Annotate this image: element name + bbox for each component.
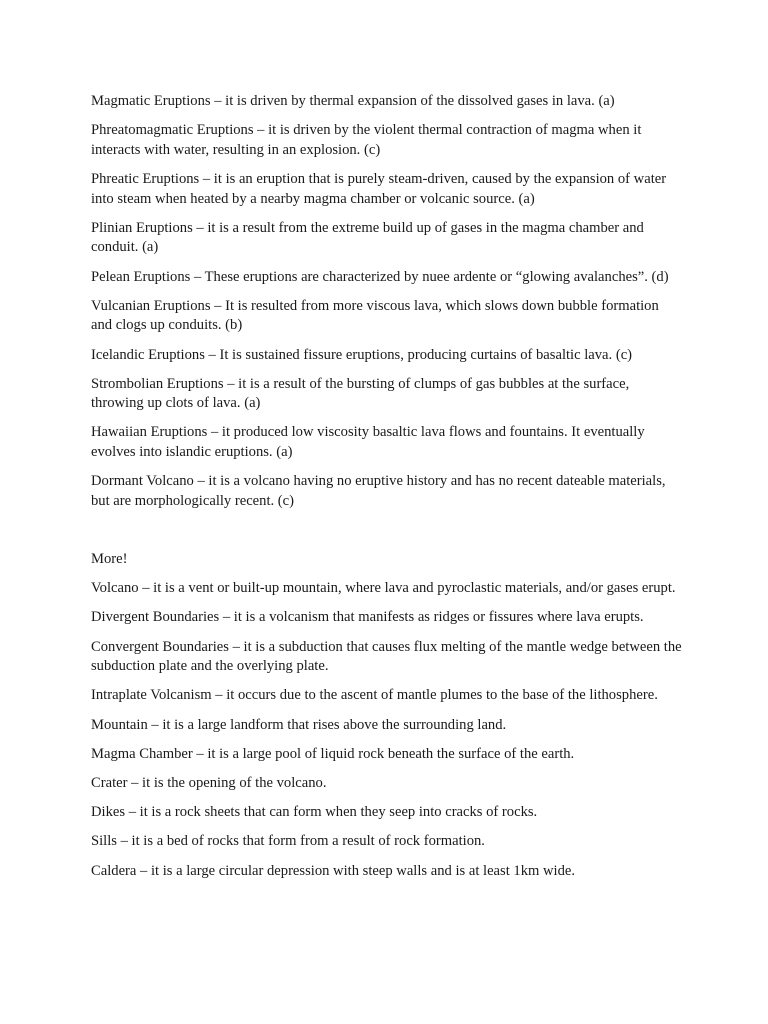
paragraph-intraplate-volcanism: Intraplate Volcanism – it occurs due to the ascent of mantle plumes to the base of the lithosphere. — [91, 687, 658, 704]
paragraph-hawaiian-eruptions: Hawaiian Eruptions – it produced low viscosity basaltic lava flows and fountains. It eventually evolves into islandic eruptions. (a) — [91, 424, 645, 461]
paragraph-sills: Sills – it is a bed of rocks that form from a result of rock formation. — [91, 833, 485, 850]
paragraph-strombolian-eruptions: Strombolian Eruptions – it is a result of the bursting of clumps of gas bubbles at the surface, throwing up clots of lava. (a) — [91, 375, 630, 412]
section-heading-more: More! — [91, 551, 128, 568]
paragraph-dikes: Dikes – it is a rock sheets that can form when they seep into cracks of rocks. — [91, 804, 538, 821]
paragraph-phreatic-eruptions: Phreatic Eruptions – it is an eruption that is purely steam-driven, caused by the expansion of water into steam when heated by a nearby magma chamber or volcanic source. (a) — [91, 170, 667, 207]
paragraph-vulcanian-eruptions: Vulcanian Eruptions – It is resulted from more viscous lava, which slows down bubble formation and clogs up conduits. (b) — [91, 297, 659, 334]
document-page — [91, 92, 683, 891]
paragraph-icelandic-eruptions: Icelandic Eruptions – It is sustained fissure eruptions, producing curtains of basaltic lava. (c) — [91, 346, 633, 363]
paragraph-mountain: Mountain – it is a large landform that rises above the surrounding land. — [91, 716, 507, 733]
paragraph-dormant-volcano: Dormant Volcano – it is a volcano having no eruptive history and has no recent dateable materials, but are morphologically recent. (c) — [91, 473, 666, 509]
paragraph-volcano: Volcano – it is a vent or built-up mountain, where lava and pyroclastic materials, and/or gases erupt. — [91, 580, 676, 597]
more-terms-section — [91, 550, 683, 881]
paragraph-magmatic-eruptions: Magmatic Eruptions – it is driven by thermal expansion of the dissolved gases in lava. (a) — [91, 93, 615, 109]
paragraph-divergent-boundaries: Divergent Boundaries – it is a volcanism that manifests as ridges or fissures where lava erupts. — [91, 609, 644, 626]
eruption-types-section — [91, 92, 683, 511]
section-spacer — [91, 521, 683, 550]
paragraph-caldera: Caldera – it is a large circular depression with steep walls and is at least 1km wide. — [91, 862, 576, 879]
paragraph-pelean-eruptions: Pelean Eruptions – These eruptions are characterized by nuee ardente or “glowing avalanches”. (d) — [91, 268, 669, 285]
paragraph-crater: Crater – it is the opening of the volcano. — [91, 774, 327, 791]
paragraph-phreatomagmatic-eruptions: Phreatomagmatic Eruptions – it is driven by the violent thermal contraction of magma when it interacts with water, resulting in an explosion. (c) — [91, 122, 642, 158]
paragraph-convergent-boundaries: Convergent Boundaries – it is a subduction that causes flux melting of the mantle wedge between the subduction plate and the overlying plate. — [91, 638, 682, 675]
paragraph-magma-chamber: Magma Chamber – it is a large pool of liquid rock beneath the surface of the earth. — [91, 745, 575, 762]
paragraph-plinian-eruptions: Plinian Eruptions – it is a result from the extreme build up of gases in the magma chamber and conduit. (a) — [91, 219, 644, 256]
